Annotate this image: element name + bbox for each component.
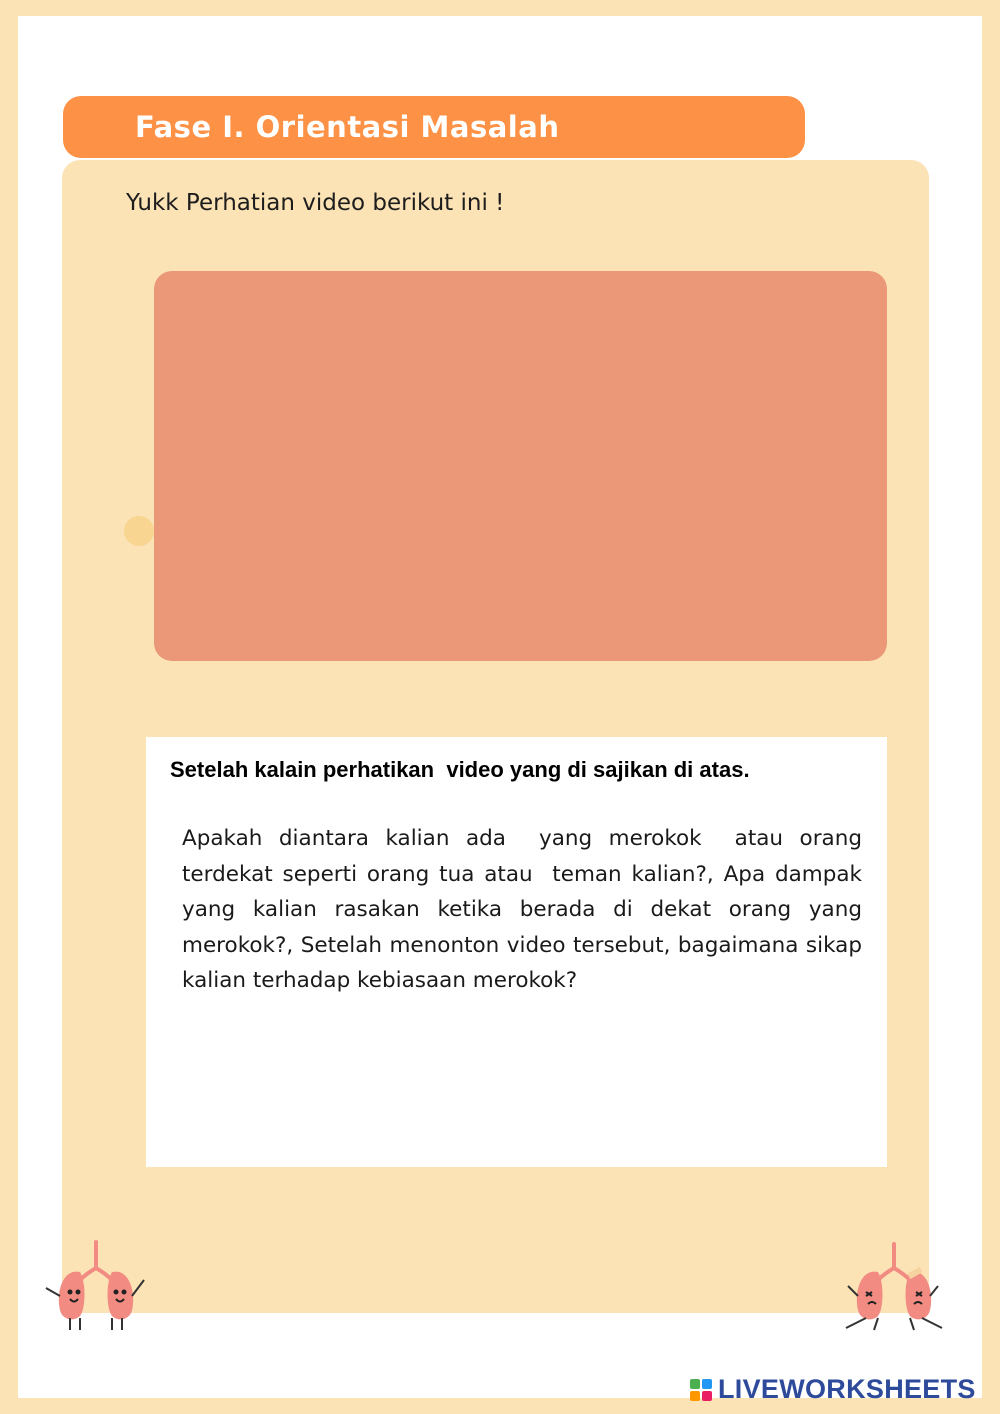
intro-text: Yukk Perhatian video berikut ini ! bbox=[126, 190, 505, 216]
phase-banner bbox=[63, 96, 805, 158]
phase-title: Fase I. Orientasi Masalah bbox=[135, 110, 560, 144]
sick-lungs-icon bbox=[838, 1240, 950, 1335]
question-box bbox=[146, 737, 887, 1167]
brand-name: LIVEWORKSHEETS bbox=[718, 1374, 976, 1404]
video-player[interactable] bbox=[154, 271, 887, 661]
question-heading: Setelah kalain perhatikan video yang di sajikan di atas. bbox=[170, 757, 750, 782]
happy-lungs-icon bbox=[40, 1238, 152, 1333]
liveworksheets-mark-icon bbox=[690, 1379, 712, 1401]
liveworksheets-logo[interactable] bbox=[690, 1374, 976, 1405]
question-body: Apakah diantara kalian ada yang merokok atau orang terdekat seperti orang tua atau teman kalian?, Apa dampak yang kalian rasakan ketika berada di dekat orang yang merokok?, Setelah menonton video tersebut, bagaimana sikap kalian terhadap kebiasaan merokok? bbox=[182, 826, 869, 993]
decorative-dot bbox=[124, 516, 154, 546]
